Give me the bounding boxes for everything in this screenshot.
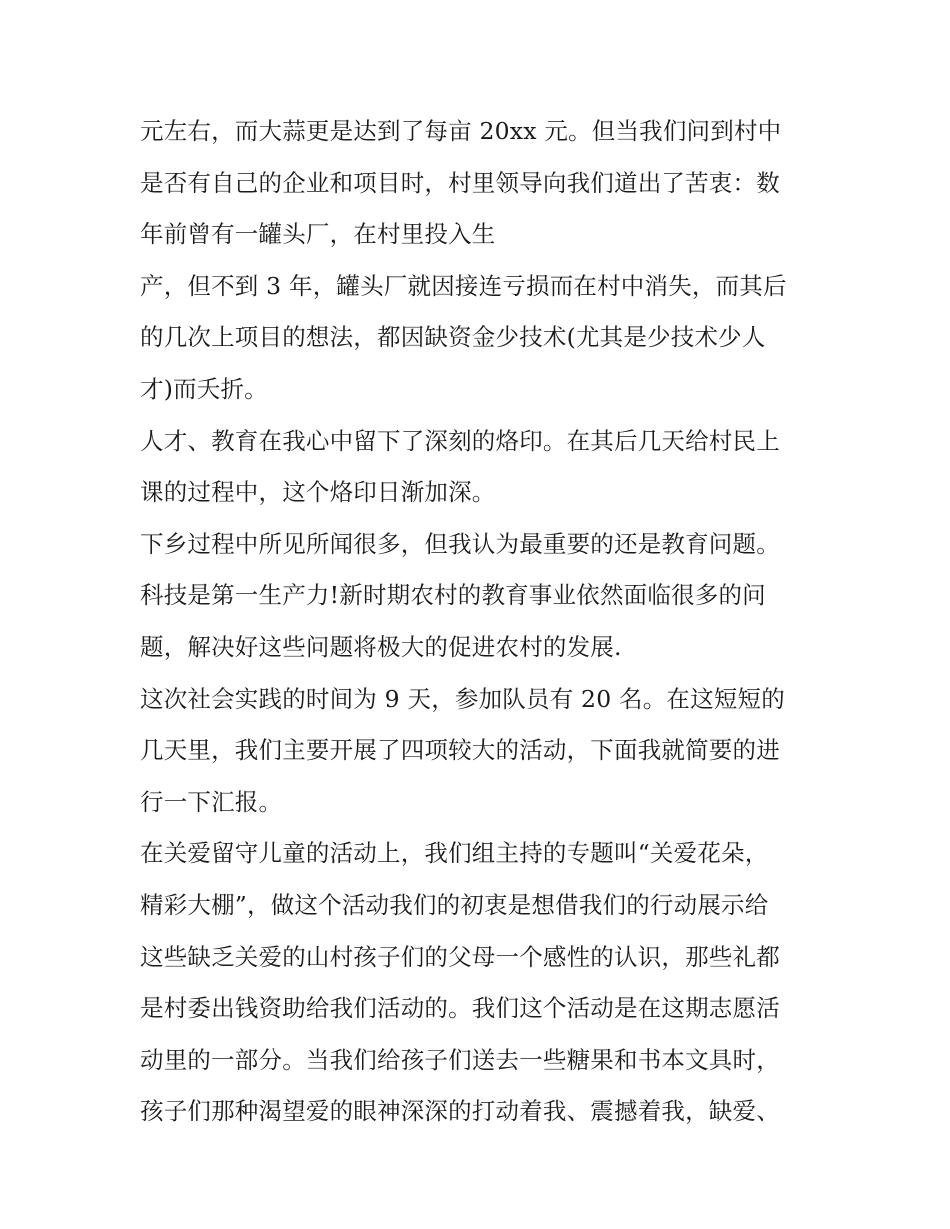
text-line: 产，但不到 3 年，罐头厂就因接连亏损而在村中消失，而其后 xyxy=(140,271,787,300)
text-line: 动里的一部分。当我们给孩子们送去一些糖果和书本文具时， xyxy=(140,1045,780,1074)
text-line: 在关爱留守儿童的活动上，我们组主持的专题叫“关爱花朵， xyxy=(140,839,769,868)
text-line: 是否有自己的企业和项目时，村里领导向我们道出了苦衷：数 xyxy=(140,168,780,197)
text-line: 是村委出钱资助给我们活动的。我们这个活动是在这期志愿活 xyxy=(140,994,780,1023)
text-line: 课的过程中，这个烙印日渐加深。 xyxy=(140,478,496,507)
text-line: 这些缺乏关爱的山村孩子们的父母一个感性的认识，那些礼都 xyxy=(140,942,780,971)
text-line: 题，解决好这些问题将极大的促进农村的发展. xyxy=(140,632,622,661)
text-line: 几天里，我们主要开展了四项较大的活动，下面我就简要的进 xyxy=(140,736,780,765)
text-line: 这次社会实践的时间为 9 天，参加队员有 20 名。在这短短的 xyxy=(140,684,785,713)
text-line: 的几次上项目的想法，都因缺资金少技术(尤其是少技术少人 xyxy=(140,323,766,352)
text-line: 元左右，而大蒜更是达到了每亩 20xx 元。但当我们问到村中 xyxy=(140,117,782,145)
text-line: 人才、教育在我心中留下了深刻的烙印。在其后几天给村民上 xyxy=(140,426,780,455)
document-body xyxy=(140,106,820,1138)
text-line: 科技是第一生产力!新时期农村的教育事业依然面临很多的问 xyxy=(140,581,766,610)
text-line: 孩子们那种渴望爱的眼神深深的打动着我、震撼着我，缺爱、 xyxy=(140,1097,780,1126)
text-line: 才)而夭折。 xyxy=(140,374,268,403)
text-line: 年前曾有一罐头厂，在村里投入生 xyxy=(140,220,496,249)
text-line: 精彩大棚”，做这个活动我们的初衷是想借我们的行动展示给 xyxy=(140,890,769,919)
text-line: 下乡过程中所见所闻很多，但我认为最重要的还是教育问题。 xyxy=(140,529,780,558)
text-line: 行一下汇报。 xyxy=(140,787,283,816)
